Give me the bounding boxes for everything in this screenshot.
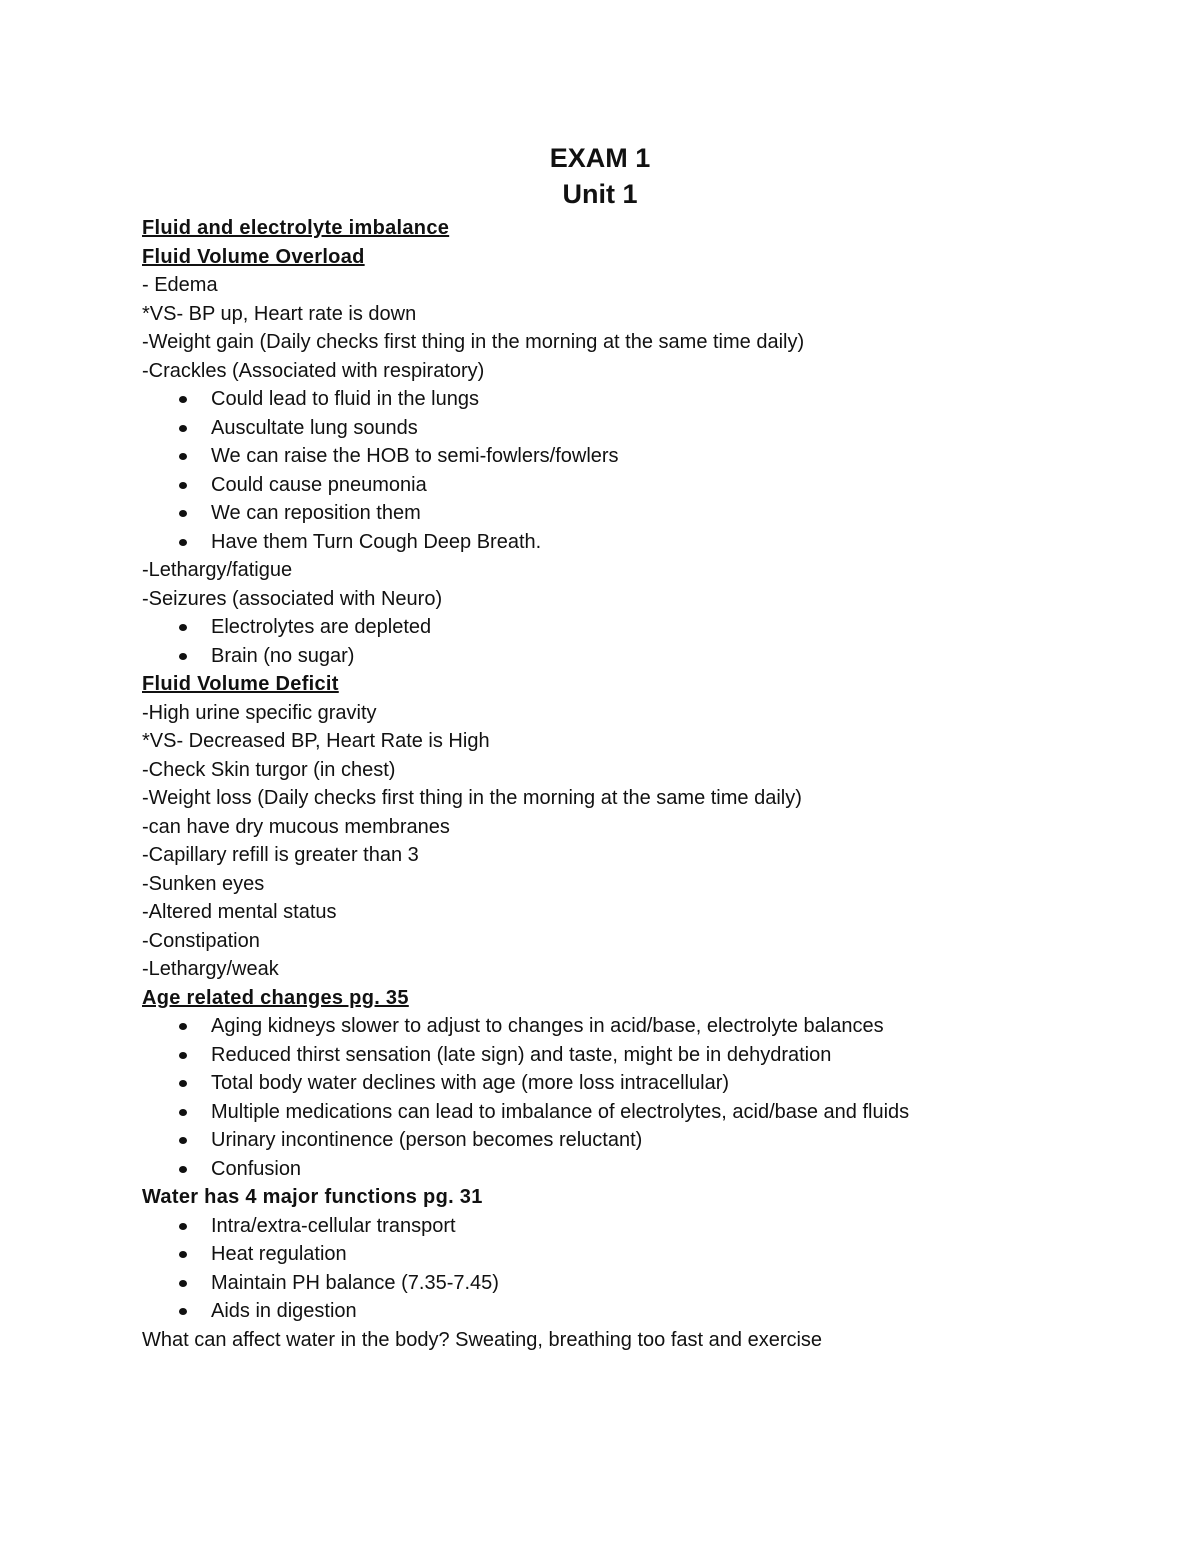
note-line: -Crackles (Associated with respiratory) xyxy=(142,359,485,382)
bullet-item: Electrolytes are depleted xyxy=(142,613,1142,642)
page-subtitle: Unit 1 xyxy=(562,179,638,209)
bullet-item: Aids in digestion xyxy=(142,1297,1142,1326)
bullet-dot-icon xyxy=(179,1223,187,1230)
note-line: -Capillary refill is greater than 3 xyxy=(142,844,419,866)
bullet-dot-icon xyxy=(179,396,187,403)
notes-body xyxy=(142,214,1142,1354)
bullet-item: Have them Turn Cough Deep Breath. xyxy=(142,528,1142,557)
bullet-item: Heat regulation xyxy=(142,1240,1142,1269)
bullet-dot-icon xyxy=(179,1109,187,1116)
bullet-dot-icon xyxy=(179,1166,187,1173)
bullet-dot-icon xyxy=(179,482,187,489)
note-line: -Altered mental status xyxy=(142,901,337,923)
section-heading-water: Water has 4 major functions pg. 31 xyxy=(142,1186,483,1208)
bullet-item: Aging kidneys slower to adjust to changes in acid/base, electrolyte balances xyxy=(142,1012,1142,1041)
note-line: -Constipation xyxy=(142,929,260,952)
note-line: -Lethargy/weak xyxy=(142,958,279,980)
bullet-item: Urinary incontinence (person becomes reluctant) xyxy=(142,1126,1142,1155)
closing-question: What can affect water in the body? Sweating, breathing too fast and exercise xyxy=(142,1328,823,1351)
bullet-dot-icon xyxy=(179,510,187,517)
note-line: -can have dry mucous membranes xyxy=(142,815,450,838)
bullet-item: Intra/extra-cellular transport xyxy=(142,1212,1142,1241)
note-line: -Seizures (associated with Neuro) xyxy=(142,587,443,610)
bullet-item: Auscultate lung sounds xyxy=(142,414,1142,443)
bullet-dot-icon xyxy=(179,453,187,460)
note-line: *VS- BP up, Heart rate is down xyxy=(142,302,417,325)
bullet-item: Could cause pneumonia xyxy=(142,471,1142,500)
note-line: -Lethargy/fatigue xyxy=(142,559,293,581)
bullet-item: We can reposition them xyxy=(142,499,1142,528)
note-line: *VS- Decreased BP, Heart Rate is High xyxy=(142,730,490,752)
bullet-dot-icon xyxy=(179,1280,187,1287)
note-line: -Check Skin turgor (in chest) xyxy=(142,758,396,781)
bullet-dot-icon xyxy=(179,1308,187,1315)
page-title: EXAM 1 xyxy=(549,143,651,173)
bullet-dot-icon xyxy=(179,539,187,546)
bullet-dot-icon xyxy=(179,1080,187,1087)
bullet-item: Reduced thirst sensation (late sign) and taste, might be in dehydration xyxy=(142,1041,1142,1070)
bullet-item: Could lead to fluid in the lungs xyxy=(142,385,1142,414)
section-heading-deficit: Fluid Volume Deficit xyxy=(142,673,339,695)
bullet-item: Maintain PH balance (7.35-7.45) xyxy=(142,1269,1142,1298)
bullet-dot-icon xyxy=(179,1023,187,1030)
bullet-item: Confusion xyxy=(142,1155,1142,1184)
bullet-item: Brain (no sugar) xyxy=(142,642,1142,671)
note-line: -Weight gain (Daily checks first thing in the morning at the same time daily) xyxy=(142,331,805,353)
bullet-dot-icon xyxy=(179,1052,187,1059)
bullet-dot-icon xyxy=(179,624,187,631)
section-heading-fluid-electrolyte: Fluid and electrolyte imbalance xyxy=(142,217,450,239)
bullet-dot-icon xyxy=(179,1137,187,1144)
bullet-dot-icon xyxy=(179,425,187,432)
bullet-dot-icon xyxy=(179,653,187,660)
note-line: -High urine specific gravity xyxy=(142,701,377,724)
note-line: -Sunken eyes xyxy=(142,872,265,895)
bullet-item: We can raise the HOB to semi-fowlers/fowlers xyxy=(142,442,1142,471)
bullet-item: Multiple medications can lead to imbalance of electrolytes, acid/base and fluids xyxy=(142,1098,1142,1127)
section-heading-age: Age related changes pg. 35 xyxy=(142,986,409,1009)
note-line: -Weight loss (Daily checks first thing in the morning at the same time daily) xyxy=(142,787,802,809)
note-line: - Edema xyxy=(142,274,218,296)
bullet-item: Total body water declines with age (more loss intracellular) xyxy=(142,1069,1142,1098)
section-heading-overload: Fluid Volume Overload xyxy=(142,245,365,268)
bullet-dot-icon xyxy=(179,1251,187,1258)
